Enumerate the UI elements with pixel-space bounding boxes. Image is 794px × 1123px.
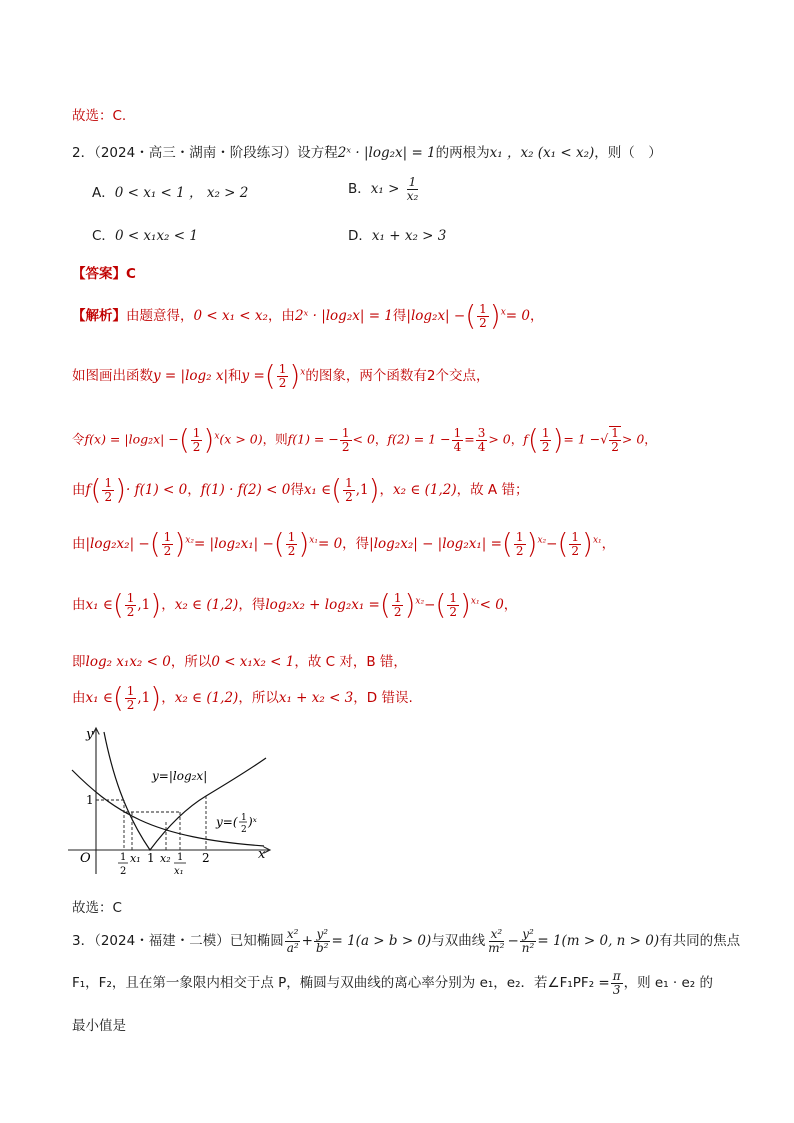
q3-line-2: F₁，F₂，且在第一象限内相交于点 P，椭圆与双曲线的离心率分别为 e₁，e₂．若∠F₁PF₂ = $\frac{\pi}{3}$ ，则 e₁ · e₂ 的: [72, 969, 714, 997]
q2-roots: x₁ ，x₂ (x₁ < x₂): [489, 145, 595, 161]
analysis-line-2: 如图画出函数y = |log₂ x|和y =( $\frac{1}{2}$ )$^x$的图象，两个函数有2个交点，: [72, 359, 490, 392]
label-log-curve: y=|log₂x|: [152, 769, 208, 783]
q2-suffix: ，则（ ）: [594, 145, 662, 161]
analysis-line-6: 由x₁ ∈( $\frac{1}{2}$ ,1)，x₂ ∈ (1,2)，得log₂x₂ + log₂x₁ =( $\frac{1}{2}$ )$^{x_2}$−( $\frac{1}{2}$ )$^{x_1}$< 0，: [72, 588, 518, 621]
q2-eq: 2ˣ · |log₂x| = 1: [337, 145, 436, 161]
tick-half-num: 1: [120, 852, 127, 863]
q2-middle: 的两根为: [435, 145, 490, 161]
q2-prefix: 2．（2024・高三・湖南・阶段练习）设方程: [72, 145, 338, 161]
label-exp-curve: y=(: [216, 815, 238, 829]
tick-x1: x₁: [130, 852, 141, 865]
answer-line: [72, 262, 136, 282]
option-c-text: 0 < x₁x₂ < 1: [114, 228, 198, 244]
option-c[interactable]: [92, 224, 198, 244]
function-graph: [60, 722, 280, 882]
tick-inv-den: x₁: [174, 866, 184, 877]
y-axis-label: y: [86, 727, 94, 742]
analysis-line-7: 即log₂ x₁x₂ < 0，所以0 < x₁x₂ < 1，故 C 对，B 错，: [72, 654, 407, 670]
label-exp-den: 2: [241, 825, 247, 835]
tick-x2: x₂: [160, 852, 171, 865]
analysis-line-1: 【解析】由题意得，0 < x₁ < x₂，由2ˣ · |log₂x| = 1得|log₂x| −( $\frac{1}{2}$ )$^x$= 0，: [72, 299, 544, 332]
q2-stem: [72, 141, 662, 161]
answer-value: C: [126, 266, 136, 282]
option-d-text: x₁ + x₂ > 3: [371, 228, 447, 244]
label-exp-tail: )ˣ: [248, 815, 257, 829]
q3-line-1: 3．（2024・福建・二模）已知椭圆 $\frac{\text{x²}}{\text{a²}}$ + $\frac{\text{y²}}{\text{b²}}$ = 1(a > b > 0)与双曲线 $\frac{\text{x²}}{\text{m²}}$ − $\frac{\text{y²}}{\text{n²}}$ = 1(m > 0, n > 0)有共同的焦点: [72, 927, 741, 955]
analysis-label: 【解析】: [72, 308, 126, 324]
option-d[interactable]: [348, 224, 446, 244]
x-axis-label: x: [258, 847, 266, 862]
option-b-label: B．: [348, 181, 371, 198]
answer-label: 【答案】: [72, 266, 126, 282]
analysis-line-8: 由x₁ ∈( $\frac{1}{2}$ ,1)，x₂ ∈ (1,2)，所以x₁ + x₂ < 3，D 错误.: [72, 681, 413, 714]
option-a-label: A．: [92, 185, 115, 201]
option-c-label: C．: [92, 228, 115, 244]
analysis-line-4: 由f( $\frac{1}{2}$ )· f(1) < 0，f(1) · f(2) < 0得x₁ ∈( $\frac{1}{2}$ ,1)，x₂ ∈ (1,2)，故 A 错；: [72, 473, 529, 506]
tick-2: 2: [202, 851, 210, 865]
option-d-label: D．: [348, 228, 372, 244]
tick-1-x: 1: [147, 851, 155, 865]
tick-1-y: 1: [86, 793, 94, 807]
q3-line-3: 最小值是: [72, 1018, 126, 1034]
analysis-line-3: 令f(x) = |log₂x| −( $\frac{1}{2}$ )$^x$(x > 0)，则f(1) = − $\frac{1}{2}$ < 0，f(2) = 1 − $\frac{1}{4}$ = $\frac{3}{4}$ > 0，f( $\frac{1}{2}$ )= 1 −√ $\frac{1}{2}$ > 0，: [72, 423, 657, 456]
option-b-text: x₁ >: [370, 181, 400, 198]
tick-inv-num: 1: [177, 852, 184, 863]
option-b-frac: $\frac{1}{\text{x₂}}$: [406, 175, 419, 203]
q1-select-line: 故选：C.: [72, 108, 127, 124]
origin-label: O: [80, 851, 91, 866]
q2-select-line: 故选：C: [72, 900, 122, 916]
option-b[interactable]: [348, 176, 421, 202]
option-a[interactable]: [92, 181, 248, 201]
analysis-line-5: 由|log₂x₂| −( $\frac{1}{2}$ )$^{x_2}$= |log₂x₁| −( $\frac{1}{2}$ )$^{x_1}$= 0，得|log₂x₂| − |log₂x₁| =( $\frac{1}{2}$ )$^{x_2}$−( $\frac{1}{2}$ )$^{x_1}$，: [72, 527, 616, 560]
option-a-text: 0 < x₁ < 1 ， x₂ > 2: [114, 185, 249, 201]
tick-half-den: 2: [120, 866, 127, 877]
label-exp-num: 1: [241, 813, 247, 823]
